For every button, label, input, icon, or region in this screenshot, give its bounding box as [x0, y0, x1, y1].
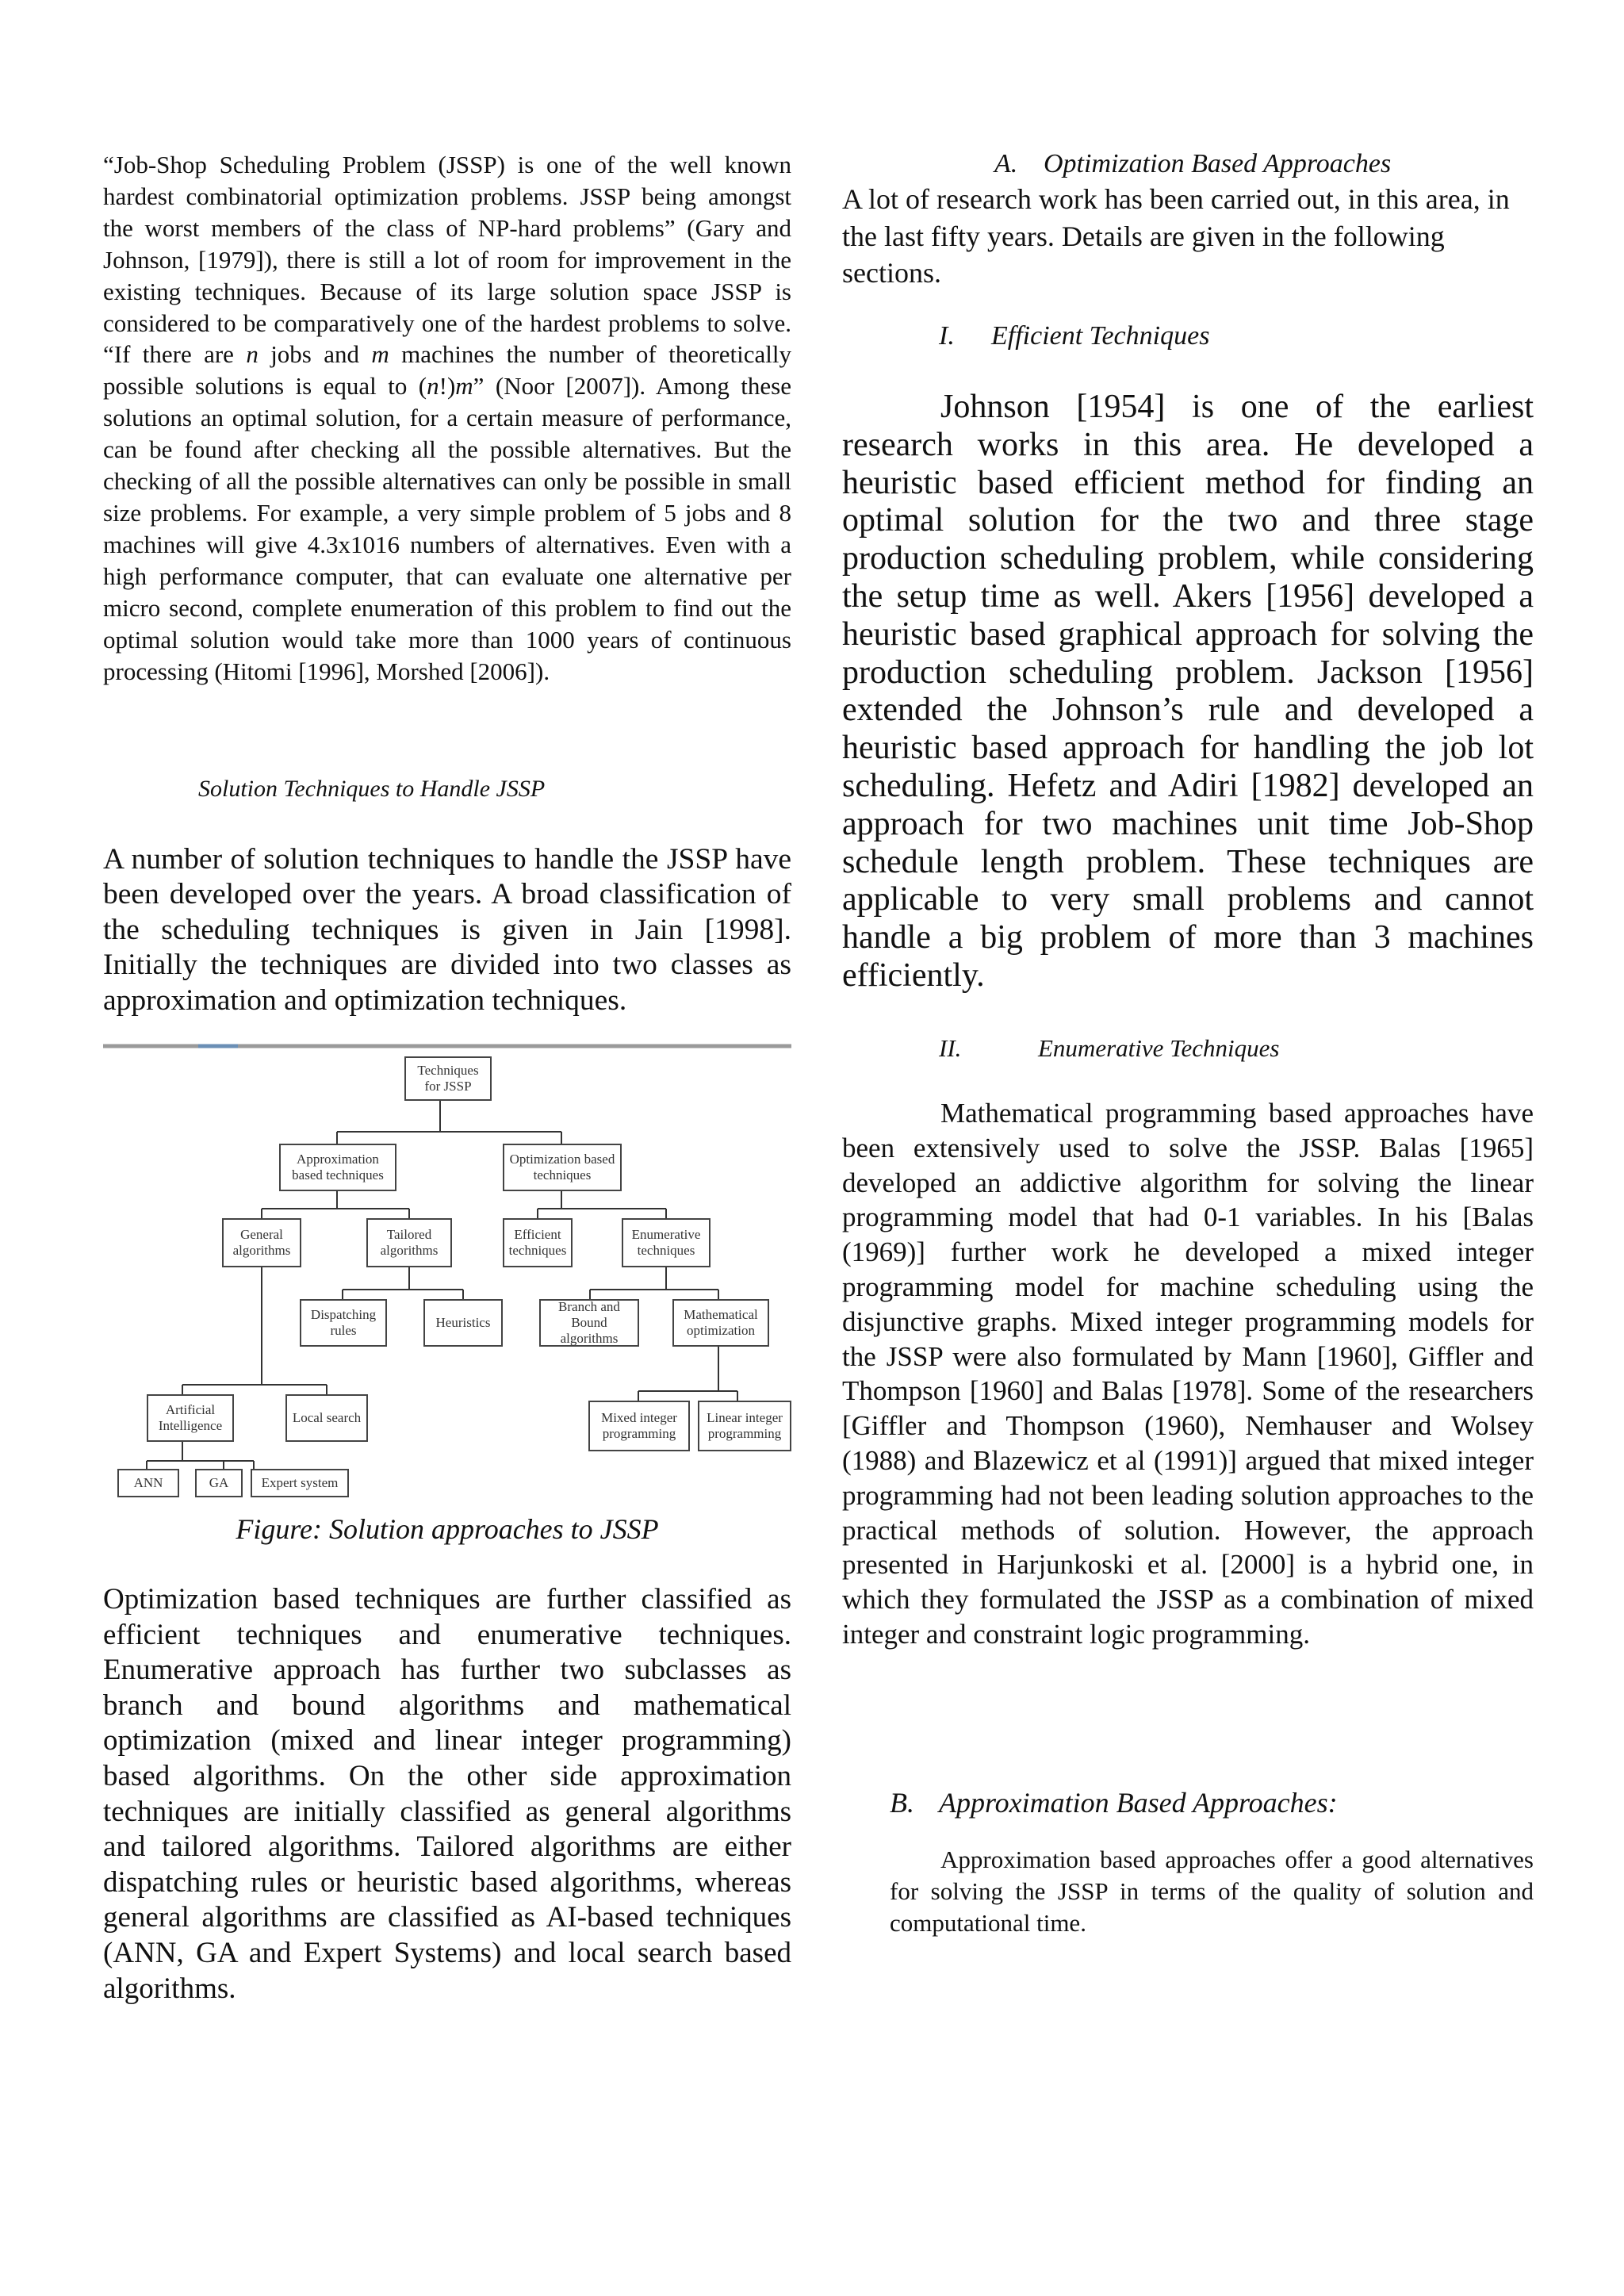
figure-node-tailored: Tailored algorithms — [366, 1218, 452, 1267]
solution-paragraph: A number of solution techniques to handle the JSSP have been developed over the years. A broad classification of the scheduling techniques is given in Jain [1998]. Initially the techniques are divided into two classes as approximation and optimization techniques. — [103, 843, 791, 1017]
intro-paragraph — [103, 149, 791, 687]
figure-node-ga: GA — [195, 1469, 243, 1497]
section-title: Optimization Based Approaches — [1044, 149, 1392, 178]
figure-node-ann: ANN — [117, 1469, 179, 1497]
figure-node-heuristics: Heuristics — [423, 1299, 503, 1347]
section-title: Approximation Based Approaches: — [939, 1787, 1338, 1819]
figure-node-root: Techniques for JSSP — [404, 1056, 492, 1101]
figure-node-expert: Expert system — [251, 1469, 349, 1497]
jssp-taxonomy-figure — [103, 1044, 791, 1512]
figure-node-branch-bound: Branch and Bound algorithms — [539, 1299, 639, 1347]
section-a-paragraph: A lot of research work has been carried out, in this area, in the last fifty years. Details are given in the following sections. — [842, 183, 1510, 289]
intro-text-part: jobs and — [258, 340, 372, 369]
figure-node-mixed-int: Mixed integer programming — [588, 1401, 690, 1451]
section-i-text: Johnson [1954] is one of the earliest research works in this area. He developed a heuristic based efficient method for finding an optimal solution for the two and three stage production scheduling problem, while considering the setup time as well. Akers [1956] developed a heuristic based graphical approach for solving the production scheduling problem. Jackson [1956] extended the Johnson’s rule and developed a heuristic based approach for handling the job lot scheduling. Hefetz and Adiri [1982] developed an approach for two machines unit time Job-Shop schedule length problem. These techniques are applicable to very small problems and cannot handle a big problem of more than 3 machines efficiently. — [842, 389, 1534, 994]
section-i-paragraph — [842, 389, 1534, 995]
section-a-heading — [994, 149, 1391, 179]
section-title: Efficient Techniques — [991, 321, 1210, 351]
intro-text-part: ” (Noor [2007]). Among these solutions an optimal solution, for a certain measure of performance, can be found after checking all the possible alternatives. But the checking of all the possible alternatives can only be possible in small size problems. For example, a very simple problem of 5 jobs and 8 machines will give 4.3x1016 numbers of alternatives. Even with a high performance computer, that can evaluate one alternative per micro second, complete enumeration of this problem to find out the optimal solution would take more than 1000 years of continuous processing (Hitomi [1996], Morshed [2006]). — [103, 372, 792, 685]
section-b-text: Approximation based approaches offer a good alternatives for solving the JSSP in terms of the quality of solution and computational time. — [890, 1846, 1534, 1937]
section-b-heading — [890, 1786, 1338, 1819]
intro-text-part: !) — [439, 372, 456, 401]
intro-var-m: m — [455, 372, 473, 401]
figure-node-ai: Artificial Intelligence — [147, 1394, 234, 1442]
section-number: II. — [939, 1034, 962, 1062]
section-number: I. — [939, 321, 955, 351]
intro-text-part: machines the number of theoretically possible solutions is equal to ( — [103, 340, 792, 401]
section-number: A. — [994, 149, 1018, 178]
figure-node-local-search: Local search — [285, 1394, 368, 1442]
figure-node-approximation: Approximation based techniques — [279, 1144, 396, 1191]
section-number: B. — [890, 1787, 914, 1819]
figure-node-efficient: Efficient techniques — [503, 1218, 573, 1267]
section-i-heading — [939, 321, 1209, 351]
intro-text-part: “Job-Shop Scheduling Problem (JSSP) is one of the well known hardest combinatorial optimization problems. JSSP being amongst the worst members of the class of NP-hard problems” (Gary and Johnson, [1979]), there is still a lot of room for improvement in the existing techniques. Because of its large solution space JSSP is considered to be comparatively one of the hardest problems to solve. “If there are — [103, 151, 791, 369]
solution-techniques-heading: Solution Techniques to Handle JSSP — [198, 776, 546, 802]
section-ii-paragraph — [842, 1096, 1534, 1652]
figure-caption: Figure: Solution approaches to JSSP — [236, 1513, 659, 1545]
figure-node-optimization: Optimization based techniques — [503, 1144, 622, 1191]
figure-node-math-opt: Mathematical optimization — [672, 1299, 769, 1347]
figure-node-enumerative: Enumerative techniques — [622, 1218, 710, 1267]
section-b-paragraph — [890, 1844, 1534, 1939]
intro-var-n: n — [246, 340, 259, 369]
figure-node-general: General algorithms — [222, 1218, 301, 1267]
intro-var-n: n — [427, 372, 439, 401]
intro-var-m: m — [371, 340, 389, 369]
section-ii-heading — [939, 1034, 1280, 1063]
figure-node-dispatching: Dispatching rules — [300, 1299, 387, 1347]
optimization-paragraph: Optimization based techniques are further classified as efficient techniques and enumerative techniques. Enumerative approach has further two subclasses as branch and bound algorithms and mathematical optimization (mixed and linear integer programming) based algorithms. On the other side approximation techniques are initially classified as general algorithms and tailored algorithms. Tailored algorithms are either dispatching rules or heuristic based algorithms, whereas general algorithms are classified as AI-based techniques (ANN, GA and Expert Systems) and local search based algorithms. — [103, 1583, 791, 2005]
section-ii-text: Mathematical programming based approaches have been extensively used to solve the JSSP. Balas [1965] developed an addictive algorithm for solving the linear programming model that had 0-1 variables. In his [Balas (1969)] further work he developed a mixed integer programming model for machine scheduling using the disjunctive graphs. Mixed integer programming models for the JSSP were also formulated by Mann [1960], Giffler and Thompson [1960] and Balas [1978]. Some of the researchers [Giffler and Thompson (1960), Nemhauser and Wolsey (1988) and Blazewicz et al (1991)] argued that mixed integer programming had not been leading solution approaches to the practical methods of solution. However, the approach presented in Harjunkoski et al. [2000] is a hybrid one, in which they formulated the JSSP as a combination of mixed integer and constraint logic programming. — [842, 1098, 1534, 1650]
figure-node-linear-int: Linear integer programming — [698, 1401, 791, 1451]
section-title: Enumerative Techniques — [1038, 1034, 1280, 1062]
